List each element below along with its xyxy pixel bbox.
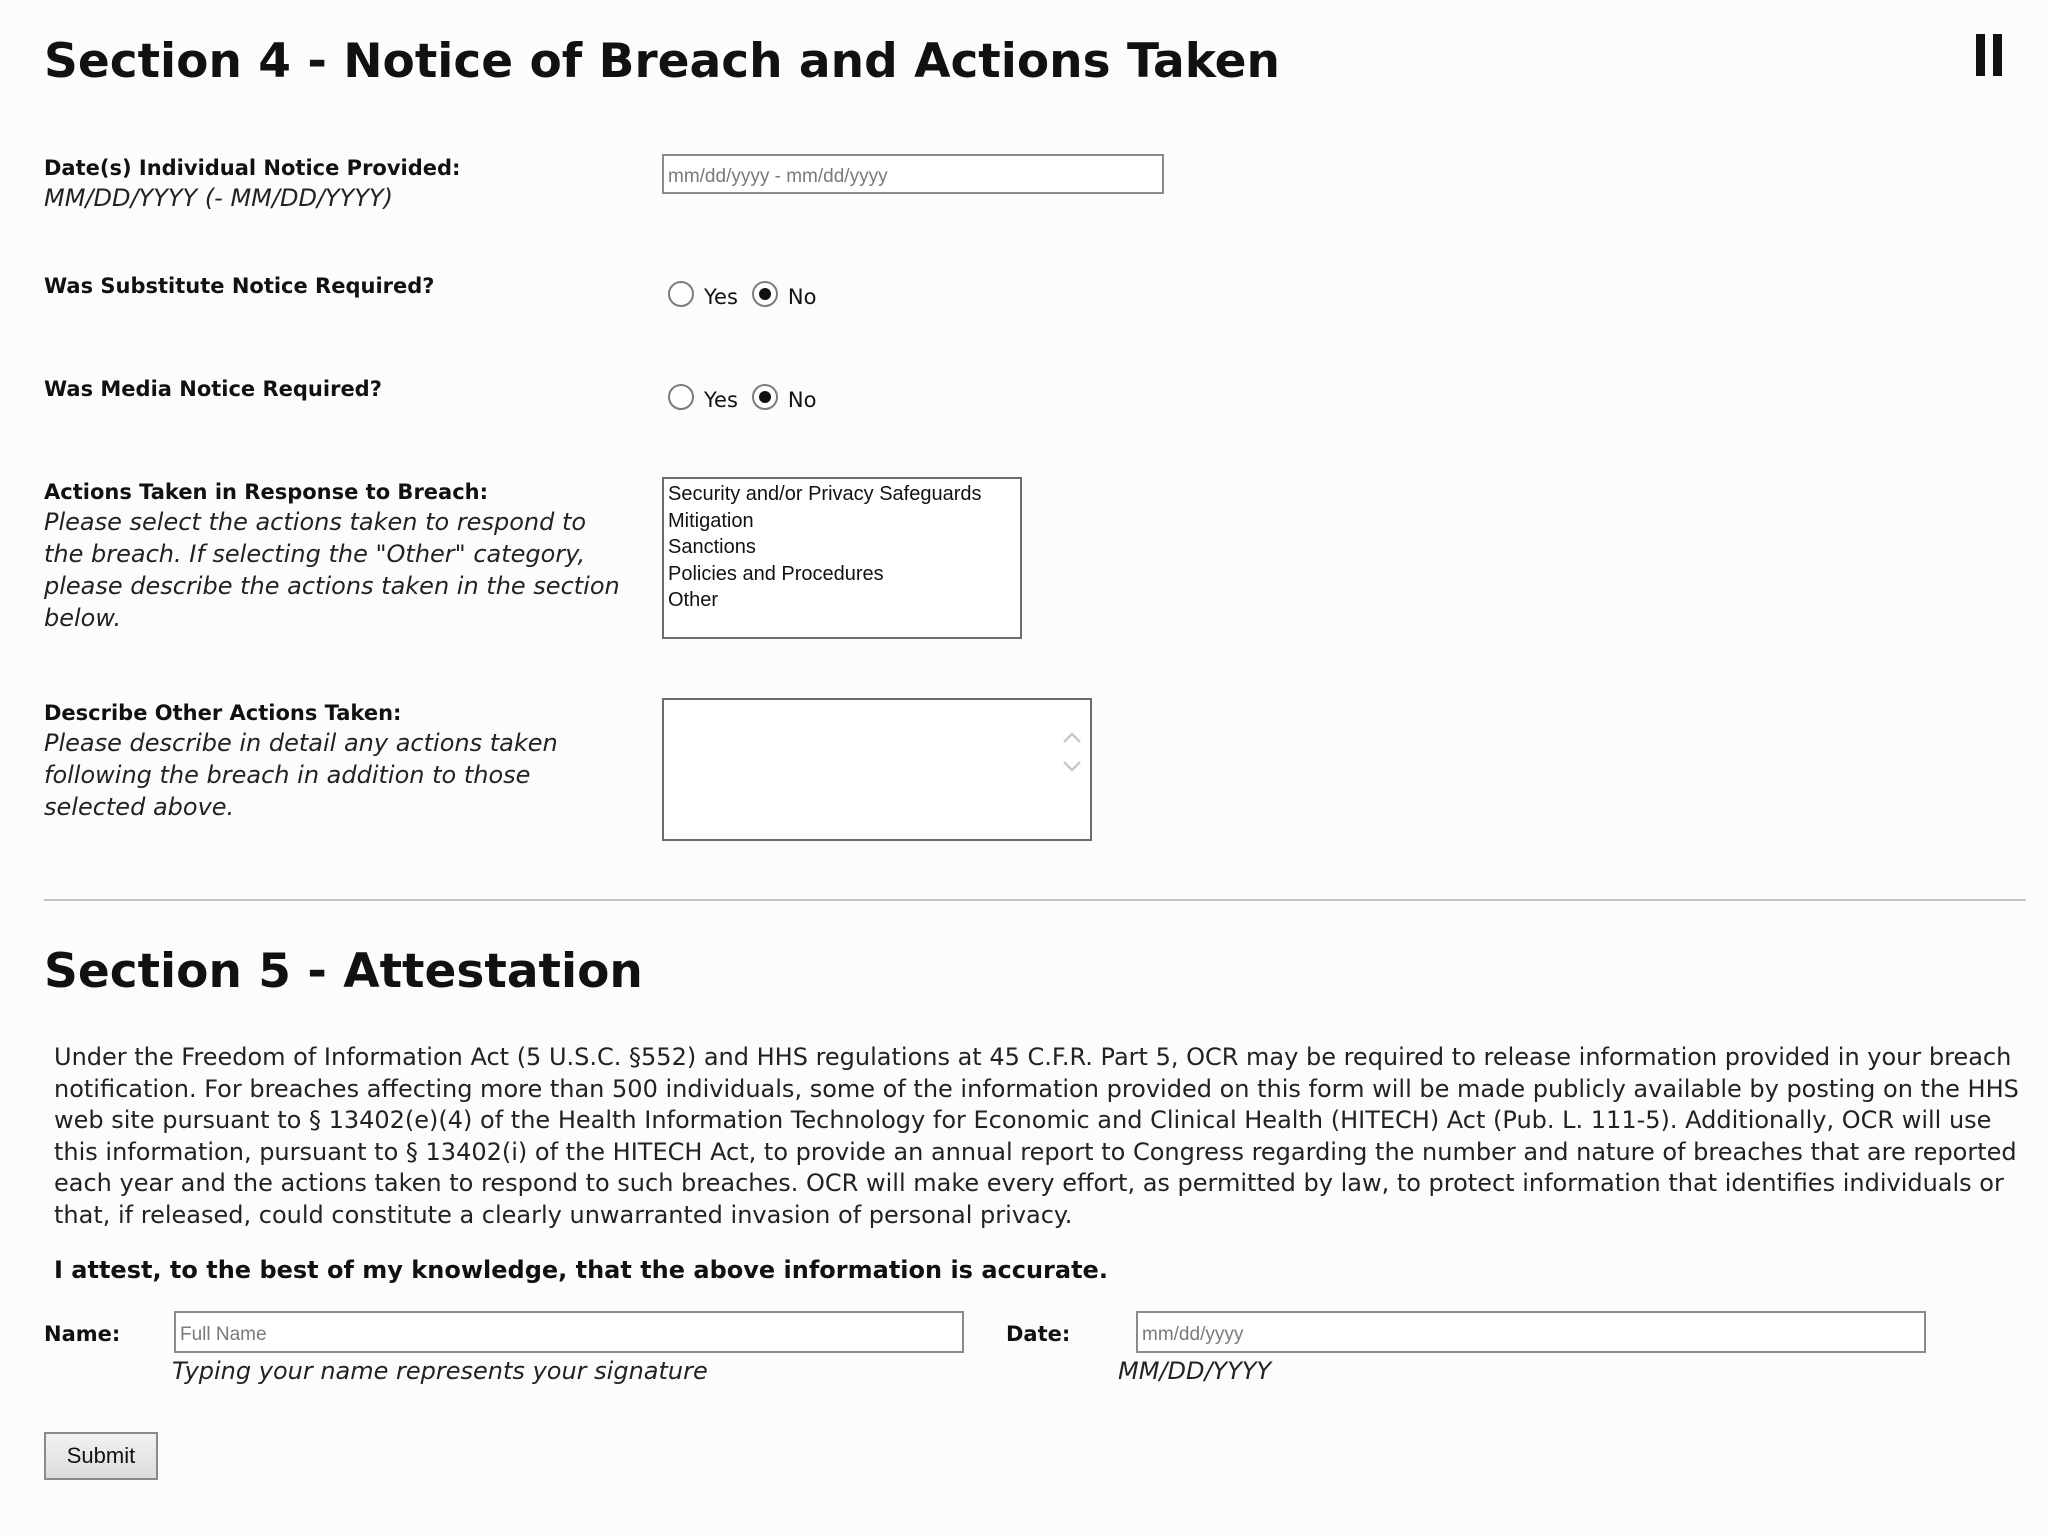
substitute-notice-label: Was Substitute Notice Required? [44,274,435,298]
individual-notice-date-input[interactable] [662,154,1164,194]
other-actions-label: Describe Other Actions Taken: [44,701,402,725]
chevron-up-icon[interactable] [1058,724,1086,752]
individual-notice-label: Date(s) Individual Notice Provided: [44,156,461,180]
media-notice-yes-radio[interactable] [668,384,694,410]
media-notice-radio-group [668,377,830,417]
actions-taken-listbox[interactable] [662,477,1022,639]
substitute-notice-yes-radio[interactable] [668,281,694,307]
listbox-option[interactable]: Sanctions [668,536,756,558]
individual-notice-hint: MM/DD/YYYY (- MM/DD/YYYY) [44,184,394,212]
chevron-down-icon[interactable] [1058,752,1086,780]
actions-taken-hint: Please select the actions taken to respond to the breach. If selecting the "Other" category, please describe the actions taken in the section below. [44,508,620,632]
substitute-notice-radio-group [668,274,830,314]
actions-taken-label: Actions Taken in Response to Breach: [44,480,489,504]
listbox-option[interactable]: Other [668,589,719,611]
date-help-text: MM/DD/YYYY [1118,1357,1272,1385]
date-label: Date: [1006,1322,1071,1346]
listbox-option[interactable]: Mitigation [668,509,754,532]
name-label: Name: [44,1322,121,1346]
submit-button[interactable]: Submit [44,1432,158,1480]
media-notice-label: Was Media Notice Required? [44,377,382,401]
listbox-option[interactable]: Security and/or Privacy Safeguards [668,483,982,505]
media-notice-no-label: No [787,388,817,412]
full-name-input[interactable] [174,1311,964,1353]
section-divider [44,899,2026,901]
media-notice-yes-label: Yes [704,388,738,412]
attest-statement: I attest, to the best of my knowledge, that the above information is accurate. [54,1256,1108,1284]
pause-icon[interactable] [1976,34,2004,76]
name-help-text: Typing your name represents your signature [172,1357,708,1385]
foia-disclosure-paragraph: Under the Freedom of Information Act (5 U.S.C. §552) and HHS regulations at 45 C.F.R. Part 5, OCR may be required to release information provided in your breach notification. For breaches affecting more than 500 individuals, some of the information provided on this form will be made publicly available by posting on the HHS web site pursuant to § 13402(e)(4) of the Health Information Technology for Economic and Clinical Health (HITECH) Act (Pub. L. 111-5). Additionally, OCR will use this information, pursuant to § 13402(i) of the HITECH Act, to provide an annual report to Congress regarding the number and nature of breaches that are reported each year and the actions taken to respond to such breaches. OCR will make every effort, as permitted by law, to protect information that identifies individuals or that, if released, could constitute a clearly unwarranted invasion of personal privacy. [54,1043,2019,1229]
listbox-option[interactable]: Policies and Procedures [668,562,884,585]
substitute-notice-yes-label: Yes [704,285,738,309]
media-notice-no-radio[interactable] [752,384,778,410]
substitute-notice-no-radio[interactable] [752,281,778,307]
other-actions-textarea[interactable] [662,698,1092,841]
textarea-scrollbar[interactable] [1058,724,1086,804]
attestation-date-input[interactable] [1136,1311,1926,1353]
other-actions-hint: Please describe in detail any actions taken following the breach in addition to those selected above. [44,729,558,821]
section-5-title: Section 5 - Attestation [44,944,643,999]
section-4-title: Section 4 - Notice of Breach and Actions Taken [44,34,1281,89]
substitute-notice-no-label: No [787,285,817,309]
